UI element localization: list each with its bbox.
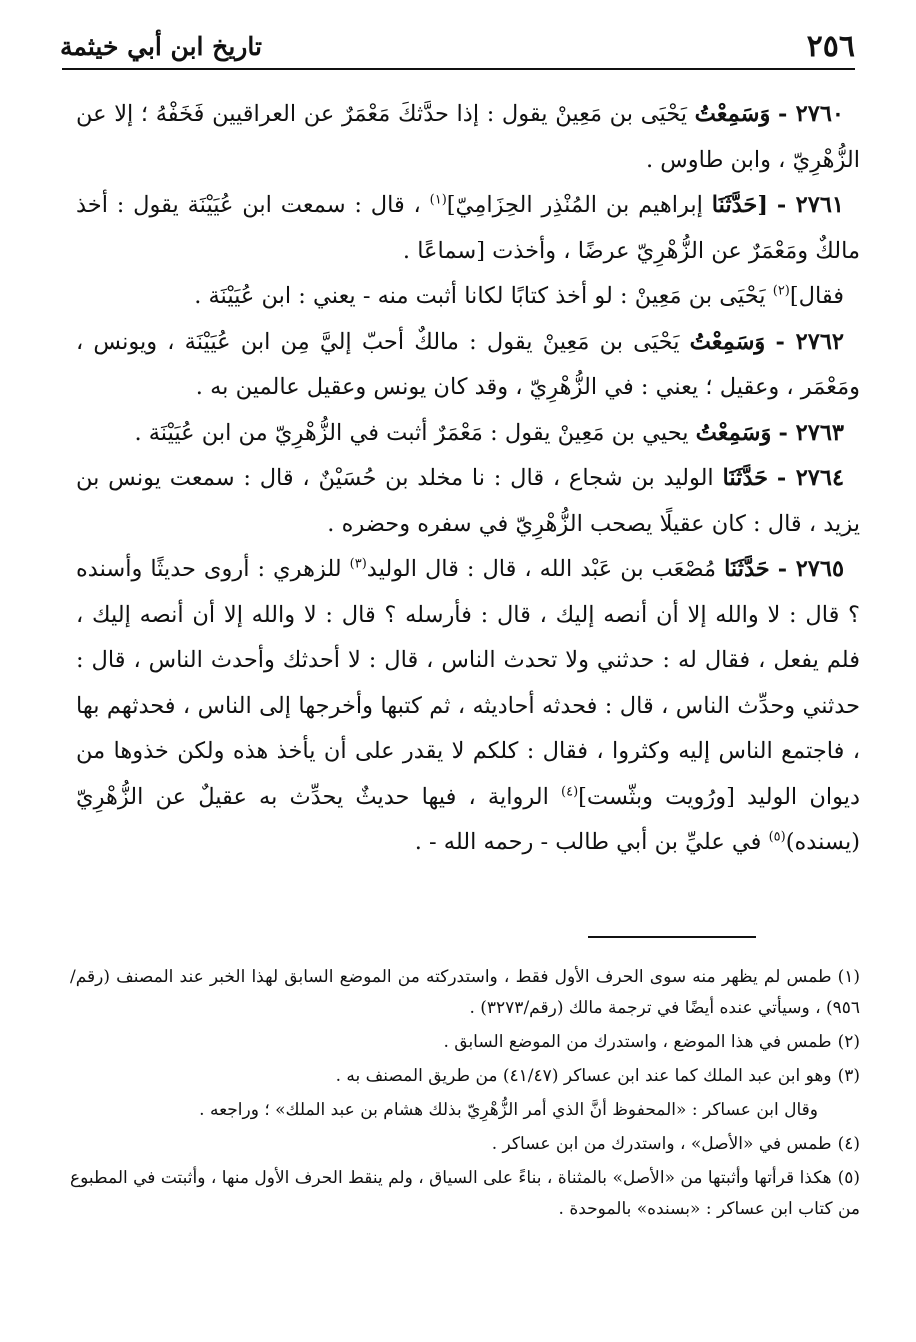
footnote-2	[70, 1027, 860, 1058]
narration-sigla: وَسَمِعْتُ	[695, 419, 772, 446]
paragraph-text: للزهري : أروى حديثًا وأسنده ؟ قال : لا والله إلا أن أنصه إليك ، قال : فأرسله ؟ قال : لا والله إلا أن أنصه إليك ، فلم يفعل ، فقال له : حدثني ولا تحدث الناس ، قال : لا أحدثك وأحدث الناس ، قال : حدثني وحدِّث الناس ، قال : فحدثه أحاديثه ، ثم كتبها وأخرجها إلى الناس ، فحدثهم بها ، فاجتمع الناس إليه وكثروا ، فقال : كلكم لا يقدر على أن يأخذ هذه ولكن خذوها من ديوان الوليد [ورُويت وبثّست]	[76, 556, 860, 810]
header-rule	[62, 68, 855, 70]
paragraph-text: الرواية ، فيها حديثٌ يحدِّث به عقيلٌ عن الزُّهْرِيّ (يسنده)	[76, 783, 860, 855]
footnote-text: طمس في هذا الموضع ، واستدرك من الموضع السابق .	[443, 1032, 832, 1052]
paragraph-2762	[76, 320, 860, 411]
hadith-number: ٢٧٦٢ -	[775, 328, 844, 355]
main-text	[76, 92, 860, 866]
footnote-label: (٤)	[837, 1134, 860, 1154]
hadith-number: ٢٧٦٣ -	[778, 419, 844, 446]
footnote-text: وهو ابن عبد الملك كما عند ابن عساكر (٤١/٤٧) من طريق المصنف به .	[335, 1066, 832, 1086]
paragraph-text: ، قال : سمعت ابن عُيَيْنَة يقول : أخذ مالكٌ ومَعْمَرٌ عن الزُّهْرِيّ عرضًا ، وأخذت [سماعًا .	[76, 192, 860, 264]
paragraph-2761-cont	[76, 274, 860, 320]
paragraph-text: يَحْيَى بن مَعِينْ يقول : إذا حدَّثكَ مَعْمَرٌ عن العراقيين فَخَفْهُ ؛ إلا عن الزُّهْرِيّ ، وابن طاوس .	[76, 101, 860, 173]
page-number: ٢٥٦	[806, 28, 855, 64]
running-title: تاريخ ابن أبي خيثمة	[60, 31, 262, 61]
narration-sigla: [حَدَّثَنَا	[711, 192, 768, 218]
paragraph-text: إبراهيم بن المُنْذِر الحِزَامِيّ]	[446, 192, 703, 218]
footnote-text: وقال ابن عساكر : «المحفوظ أنَّ الذي أمر الزُّهْرِيّ بذلك هشام بن عبد الملك» ؛ وراجعه .	[199, 1100, 818, 1120]
paragraph-text: يَحْيَى بن مَعِينْ يقول : مالكٌ أحبّ إليَّ مِن ابن عُيَيْنَة ، ويونس ، ومَعْمَر ، وعقيل ؛ يعني : في الزُّهْرِيّ ، وقد كان يونس وعقيل عالمين به .	[76, 328, 860, 400]
paragraph-text: في عليِّ بن أبي طالب - رحمه الله - .	[414, 829, 762, 855]
paragraph-2761	[76, 183, 860, 274]
footnote-label: (٣)	[837, 1066, 860, 1086]
footnote-3-continuation	[70, 1095, 860, 1126]
footnote-text: طمس في «الأصل» ، واستدرك من ابن عساكر .	[491, 1134, 832, 1154]
hadith-number: ٢٧٦١ -	[776, 192, 845, 218]
paragraph-2765	[76, 547, 860, 866]
paragraph-text: فقال]	[789, 283, 844, 309]
footnote-ref: (٤)	[561, 784, 579, 799]
footnote-label: (٢)	[837, 1032, 860, 1052]
narration-sigla: وَسَمِعْتُ	[689, 328, 766, 355]
narration-sigla: حَدَّثَنَا	[724, 556, 770, 582]
paragraph-2763	[76, 411, 860, 457]
footnote-5	[70, 1163, 860, 1225]
paragraph-text: يحيي بن مَعِينْ يقول : مَعْمَرٌ أثبت في الزُّهْرِيّ من ابن عُيَيْنَة .	[134, 419, 689, 446]
paragraph-2760	[76, 92, 860, 183]
narration-sigla: حَدَّثَنَا	[722, 465, 769, 491]
footnote-rule	[588, 936, 756, 938]
paragraph-text: يَحْيَى بن مَعِينْ : لو أخذ كتابًا لكانا أثبت منه - يعني : ابن عُيَيْنَة .	[194, 283, 766, 309]
hadith-number: ٢٧٦٠ -	[777, 101, 844, 127]
footnote-ref: (٣)	[349, 556, 367, 572]
hadith-number: ٢٧٦٤ -	[776, 465, 845, 491]
footnote-text: هكذا قرأتها وأثبتها من «الأصل» بالمثناة ، بناءً على السياق ، ولم ينقط الحرف الأول منها ، وأثبتت في المطبوع من كتاب ابن عساكر : «بسنده» بالموحدة .	[70, 1168, 860, 1219]
footnote-text: طمس لم يظهر منه سوى الحرف الأول فقط ، واستدركته من الموضع السابق لهذا الخبر عند المصنف (رقم/٩٥٦) ، وسيأتي عنده أيضًا في ترجمة مالك (رقم/٣٢٧٣) .	[70, 967, 860, 1018]
footnote-ref: (٥)	[768, 829, 786, 845]
footnote-3	[70, 1061, 860, 1092]
paragraph-text: مُصْعَب بن عَبْد الله ، قال : قال الوليد	[366, 556, 717, 582]
footnote-label: (٥)	[837, 1168, 860, 1188]
paragraph-2764	[76, 456, 860, 547]
paragraph-text: الوليد بن شجاع ، قال : نا مخلد بن حُسَيْنٌ ، قال : سمعت يونس بن يزيد ، قال : كان عقيلًا يصحب الزُّهْرِيّ في سفره وحضره .	[76, 465, 860, 537]
footnotes	[70, 962, 860, 1228]
footnote-ref: (١)	[429, 192, 447, 208]
page-header	[60, 22, 855, 70]
footnote-label: (١)	[837, 967, 860, 987]
footnote-1	[70, 962, 860, 1024]
footnote-4	[70, 1129, 860, 1160]
narration-sigla: وَسَمِعْتُ	[694, 101, 771, 127]
hadith-number: ٢٧٦٥ -	[777, 556, 845, 582]
footnote-ref: (٢)	[772, 283, 790, 299]
